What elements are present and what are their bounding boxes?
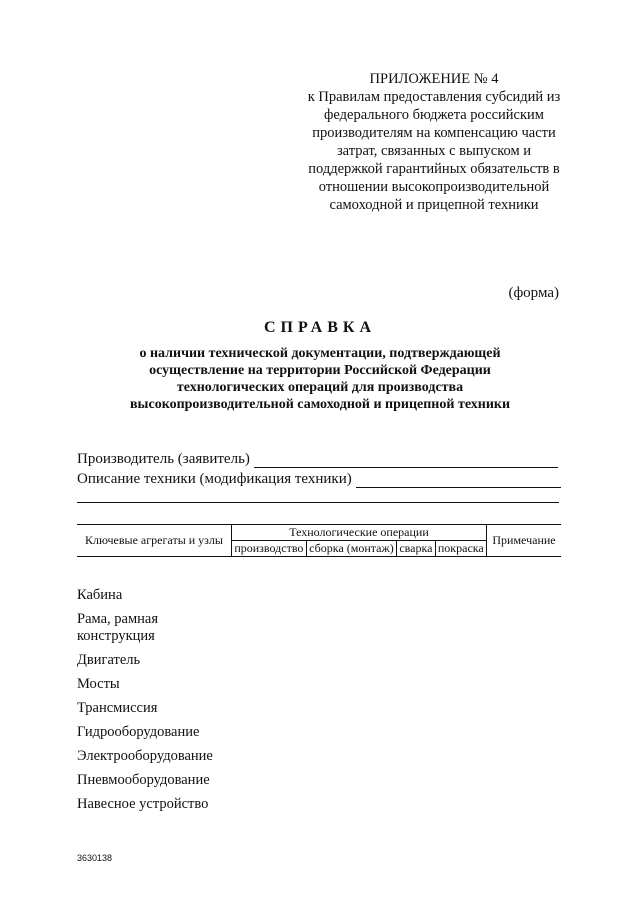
header-op-painting: покраска [435,541,486,557]
list-item: Кабина [77,587,123,603]
header-op-assembly: сборка (монтаж) [306,541,396,557]
list-item: Мосты [77,676,120,692]
list-item: Пневмооборудование [77,772,210,788]
description-label: Описание техники (модификация техники) [77,471,352,487]
table-header-row [77,525,561,541]
description-fill-line [356,473,561,488]
list-item: Электрооборудование [77,748,213,764]
producer-field [77,451,558,468]
producer-label: Производитель (заявитель) [77,451,250,467]
appendix-heading: ПРИЛОЖЕНИЕ № 4 [369,71,499,87]
header-op-production: производство [232,541,307,557]
appendix-block [300,70,568,214]
list-item: Рама, рамная конструкция [77,611,158,644]
header-units: Ключевые агрегаты и узлы [77,525,232,557]
header-op-welding: сварка [397,541,435,557]
list-item: Гидрооборудование [77,724,200,740]
header-note: Примечание [487,525,562,557]
document-title: СПРАВКА [263,319,377,336]
appendix-text: к Правилам предоставления субсидий из федерального бюджета российским производителям на компенсацию части затрат, связанных с выпуском и поддержкой гарантийных обязательств в отношении высокопроизводительной самоходной и прицепной техники [307,89,561,213]
list-item: Двигатель [77,652,141,668]
description-field [77,471,561,488]
description-continuation-line [77,502,559,503]
document-subtitle: о наличии технической документации, подтверждающей осуществление на территории Российской Федерации технологических операций для производства высокопроизводительной самоходной и прицепной техники [129,346,511,412]
producer-fill-line [254,453,558,468]
operations-table [77,524,561,557]
form-label: (форма) [508,285,559,301]
document-id: 3630138 [77,853,113,863]
units-list [77,587,213,820]
list-item: Навесное устройство [77,796,209,812]
list-item: Трансмиссия [77,700,158,716]
header-operations: Технологические операции [232,525,487,541]
